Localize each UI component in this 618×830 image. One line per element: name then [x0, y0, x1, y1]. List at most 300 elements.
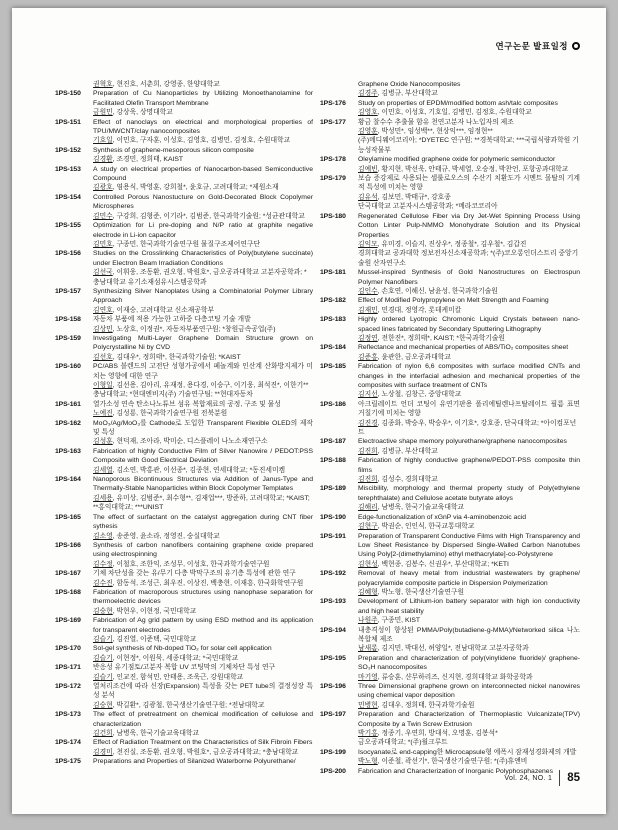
paper-entry-body [93, 447, 313, 475]
coauthors: , 박권순, 인인식, 한국교통대학교 [377, 523, 475, 531]
paper-title: Effect of nanoclays on electrical and morphological properties of TPU/MWCNT/clay nanocomposites [93, 118, 313, 136]
presenter-name: 김승현 [93, 701, 113, 709]
paper-id: 1PS-183 [320, 316, 346, 324]
paper-title: Preparations and Properties of Silanized Waterborne Polyurethane/ [93, 758, 296, 766]
coauthors: , 노상호, 이정권*, 자동차부품연구원; *창원금속공업(주) [112, 325, 276, 333]
presenter-name: 김진희 [358, 476, 378, 484]
paper-title: Fabrication of macroporous structures using nanophase separation for thermoelectric devices [93, 588, 313, 606]
paper-authors [93, 306, 313, 315]
paper-entry-body [93, 400, 313, 419]
paper-entry-body [358, 155, 580, 174]
presenter-name: 이형일 [93, 382, 113, 389]
paper-authors [358, 353, 580, 362]
paper-column-right [320, 80, 580, 776]
paper-id: 1PS-184 [320, 344, 346, 352]
paper-entry-body [358, 362, 580, 400]
paper-entry-body [93, 315, 313, 334]
presenter-name: 김경환 [93, 156, 113, 164]
coauthors: , 김선용, 김아리, 유재정, 용다경, 이승구, 이기웅, 최석진*, 이한기** [112, 382, 309, 389]
coauthors: , 박성민*, 임성백**, 현상익***, 임정현** [377, 128, 493, 136]
presenter-name: 김슬기 [93, 635, 113, 643]
paper-id: 1PS-163 [55, 447, 81, 455]
paper-authors [93, 654, 313, 663]
paper-id: 1PS-159 [55, 334, 81, 342]
paper-id: 1PS-187 [320, 438, 346, 446]
paper-authors [358, 419, 580, 438]
paper-title: Studies on the Crosslinking Characteristics of Poly(butylene succinate) under Electron Beam Irradiation Conditions [93, 250, 313, 267]
paper-id: 1PS-197 [320, 711, 346, 719]
paper-entry-body [358, 654, 580, 682]
coauthors: , 함동석, 조성근, 최우진, 이상진, 백충현, 이재흥, 한국화학연구원 [112, 579, 304, 587]
paper-title: Reflectance and mechanical properties of ABS/TiO₂ composites sheet [358, 344, 569, 352]
paper-title: Removal of heavy metal from industrial wastewaters by graphene/ polyacrylamide composite particle in Dispersion Polymerization [358, 570, 580, 587]
coauthors: , 김진열, 이준택, 국민대학교 [112, 635, 197, 643]
presenter-name: 김유석 [358, 193, 378, 201]
paper-entry [55, 738, 313, 757]
paper-entry-body [93, 249, 313, 287]
coauthors: , 구강희, 김형준, 이기라*, 김범준, 한국과학기술원; *성균관대학교 [112, 212, 305, 220]
presenter-name: 남새롬 [358, 645, 378, 653]
presenter-name: 김세용 [93, 494, 113, 502]
paper-entry-body [93, 475, 313, 513]
coauthors: , 손호연, 이해신, 남윤성, 한국과학기술원 [377, 287, 498, 295]
paper-entry-body [358, 682, 580, 710]
paper-entry-body [358, 80, 580, 99]
paper-title: Isocyanate로 end-capping한 Microcapsule형 에폭시 잠재성경화제의 개발 [358, 748, 577, 756]
coauthors: , 김대우, 정희태, 한국과학기술원 [377, 701, 475, 709]
paper-authors [358, 757, 580, 766]
presenter-name: 김현성 [358, 560, 378, 568]
paper-title: Fabrication of Ag grid pattern by using ESD method and its application for transparent electrodes [93, 617, 313, 634]
coauthors: , 이현정*, 이원묵, 세종대학교; *국민대학교 [112, 654, 239, 662]
coauthors: , 이재승, 고려대학교 신소재공학부 [112, 306, 215, 314]
coauthors: , 김병규, 부산대학교 [377, 90, 438, 98]
paper-id: 1PS-190 [320, 513, 346, 521]
paper-title: Development of Lithium-ion battery separator with high ion conductivity and high heat stability [358, 598, 580, 615]
paper-title: 자동차 부품에 적용 가능한 고하중 다층코팅 기술 개발 [93, 316, 251, 324]
paper-affiliation: 경희대학교 공과대학 정보전자신소재공학과; *(주)코오롱인더스트리 중앙기술원 산자연구소 [358, 250, 579, 267]
paper-entry [55, 193, 313, 221]
paper-entry-body [93, 541, 313, 569]
coauthors: , 김종화, 박승우, 박승우*, 이기호*, 강호종, 단국대학교; *아이컴포넌트 [358, 419, 577, 437]
coauthors: , 정종기, 우연희, 방대석, 오명훈, 김봉석* [377, 730, 498, 738]
paper-title: MoO₃/Ag/MoO₃를 Cathode로 도입한 Transparent Flexible OLED의 제작 및 특성 [93, 419, 313, 437]
paper-entry [320, 437, 580, 456]
presenter-name: 김수정 [93, 560, 113, 568]
paper-entry-body [358, 484, 580, 512]
paper-title: The effect of surfactant on the catalyst aggregation during CNT fiber sythesis [93, 513, 313, 531]
paper-entry-body [93, 287, 313, 315]
paper-id: 1PS-181 [320, 269, 346, 277]
presenter-name: 김성훈 [93, 438, 113, 446]
coauthors: , 박길환*, 김광철, 한국생산기술연구원; *전남대학교 [112, 701, 265, 709]
paper-entry-body [358, 296, 580, 315]
paper-entry [55, 221, 313, 249]
paper-id: 1PS-179 [320, 175, 346, 183]
paper-entry-body [93, 165, 313, 193]
paper-id: 1PS-174 [55, 739, 81, 747]
paper-entry [55, 541, 313, 569]
paper-entry [320, 212, 580, 268]
paper-id: 1PS-161 [55, 400, 81, 408]
paper-authors [93, 108, 313, 117]
paper-entry [320, 513, 580, 532]
coauthors: , 구종민, KIST [377, 617, 421, 625]
paper-entry-body [358, 268, 580, 296]
presenter-name: 김상민 [93, 325, 113, 333]
paper-entry [55, 334, 313, 362]
paper-authors [358, 108, 580, 117]
paper-entry [320, 400, 580, 438]
paper-entry [55, 249, 313, 287]
presenter-name: 김광호 [93, 184, 113, 192]
paper-entry-body [358, 174, 580, 212]
presenter-name: 김승현 [93, 607, 113, 615]
coauthors: , 구종민, 한국과학기술연구원 물질구조제어연구단 [112, 240, 261, 248]
paper-entry-body [358, 400, 580, 438]
paper-entry-body [93, 513, 313, 541]
paper-id: 1PS-191 [320, 532, 346, 540]
paper-entry-body [93, 738, 313, 757]
paper-id: 1PS-154 [55, 193, 81, 201]
paper-entry [55, 616, 313, 644]
paper-entry [320, 484, 580, 512]
paper-entry [55, 165, 313, 193]
coauthors: , 염용식, 박영훈, 강희철*, 윤호규, 고려대학교; *제원소재 [112, 184, 279, 192]
coauthors: , 이휘웅, 조동환, 권오형, 박원호*, 금오공과대학교 고분자공학과; *충남대학교 유기소재섬유시스템공학과 [93, 269, 307, 286]
paper-id: 1PS-192 [320, 570, 346, 578]
paper-authors [93, 381, 313, 390]
presenter-name: 김현구 [358, 523, 378, 531]
coauthors: , 민경대, 정영각, 롯데케미칼 [377, 306, 462, 314]
paper-title: Effect of Modified Polypropylene on Melt Strength and Foaming [358, 297, 549, 305]
presenter-name: 김준홍 [358, 353, 378, 361]
paper-entry-body [93, 118, 313, 146]
paper-entry-body [93, 193, 313, 221]
paper-authors [358, 588, 580, 597]
paper-entry [55, 569, 313, 588]
scanned-page [12, 8, 606, 814]
coauthors: , 김성수, 경희대학교 [377, 476, 438, 484]
paper-affiliation: (주)메디웨어코리아; *DYETEC 연구원; **경북대학교; ***국립식량과학원 기능성작물부 [358, 137, 579, 154]
presenter-name: 김해리 [358, 504, 378, 512]
paper-entry [55, 757, 313, 766]
paper-entry [320, 626, 580, 654]
paper-entry [55, 419, 313, 447]
paper-title: 보습 증강제로 사용되는 셀룰로오스의 수산기 치환도가 시멘트 몰탈의 기계적 특성에 미치는 영향 [358, 175, 580, 192]
coauthors: , 남병욱, 한국기술교육대학교 [377, 504, 465, 512]
paper-entry-body [358, 118, 580, 156]
page-footer [504, 770, 580, 786]
paper-authors [358, 287, 580, 296]
paper-entry-body [93, 757, 313, 766]
paper-id: 1PS-156 [55, 250, 81, 258]
presenter-name: 김재민 [358, 306, 378, 314]
paper-title: Fabrication of highly conductive graphene/PEDOT-PSS composite thin films [358, 457, 580, 474]
paper-entry [55, 146, 313, 165]
paper-title: Optimization for Li pre-doping and N/P ratio at graphite negative electrode in Li-ion capacitor [93, 222, 313, 239]
paper-authors [358, 644, 580, 653]
paper-title: Preparation of Cu Nanoparticles by Utilizing Monoethanolamine for Facilitated Olefin Transport Membrane [93, 90, 313, 107]
coauthors: , 조경민, 정희태, KAIST [112, 156, 184, 164]
paper-entry [55, 89, 313, 117]
page-number: 85 [567, 772, 580, 784]
presenter-name: 김정연 [358, 334, 378, 342]
paper-entry [320, 155, 580, 174]
paper-title: 기체 차단성을 갖는 유/무기 다층 박막구조의 유기층 특성에 관한 연구 [93, 570, 296, 578]
paper-authors [93, 183, 313, 192]
paper-id: 1PS-189 [320, 485, 346, 493]
paper-authors [93, 325, 313, 334]
paper-title: 열처리조건에 따라 신장(Expansion) 특성을 갖는 PET tube의 결정성장 특성 분석 [93, 683, 313, 700]
coauthors: , 김병규, 부산대학교 [377, 447, 438, 455]
paper-entry [320, 569, 580, 597]
coauthors: , 윤관한, 금오공과대학교 [377, 353, 451, 361]
coauthors: , 인교진, 함석민, 안태용, 조욱근, 강원대학교 [112, 673, 244, 681]
paper-entry-body [358, 315, 580, 343]
paper-id: 1PS-157 [55, 287, 81, 295]
paper-title: Three Dimensional graphene grown on interconnected nickel nanowires using chemical vapor deposition [358, 683, 580, 700]
paper-id: 1PS-173 [55, 711, 81, 719]
paper-entry [55, 287, 313, 315]
paper-entry-body [358, 212, 580, 268]
presenter-name: 민병현 [358, 701, 378, 709]
paper-id: 1PS-166 [55, 541, 81, 549]
paper-id: 1PS-169 [55, 617, 81, 625]
paper-authors [358, 127, 580, 136]
paper-authors [93, 748, 313, 757]
paper-authors [93, 532, 313, 541]
coauthors: , 전한진*, 정희태*, KAIST; *한국과학기술원 [377, 334, 505, 342]
paper-title: Fabrication of highly Conductive Film of Silver Nanowire / PEDOT:PSS Composite with Good Electrical Deviation [93, 447, 313, 465]
paper-title: A study on electrical properties of Nanocarbon-based Semiconductive Compound [93, 165, 313, 183]
paper-id: 1PS-170 [55, 645, 81, 653]
paper-title: Sol-gel synthesis of Nb-doped TiO₂ for solar cell application [93, 645, 272, 653]
coauthors: , 박현우, 이현정, 국민대학교 [112, 607, 197, 615]
paper-id: 1PS-186 [320, 400, 346, 408]
paper-authors [93, 155, 313, 164]
paper-authors [93, 701, 313, 710]
paper-entry [320, 315, 580, 343]
presenter-name: 김지선 [358, 391, 378, 399]
coauthors: , 유미경, 이슬지, 진상우*, 정종철*, 김우철*, 김갑진 [377, 240, 527, 248]
paper-id: 1PS-164 [55, 476, 81, 484]
coauthors: , 노상철, 김창근, 중앙대학교 [377, 391, 462, 399]
paper-entry [320, 343, 580, 362]
paper-list [55, 80, 580, 776]
coauthors: , 이준철, 곽선기*, 한국생산기술연구원; *(주)휴앤비 [377, 758, 528, 766]
paper-title: Graphene Oxide Nanocomposites [358, 81, 461, 88]
paper-authors [358, 522, 580, 531]
paper-id: 1PS-196 [320, 683, 346, 690]
presenter-name: 김익모 [358, 240, 378, 248]
paper-authors [358, 673, 580, 682]
coauthors: , 백현종, 김봉수, 신권우*, 부산대학교; *KETI [377, 560, 509, 568]
paper-authors [93, 212, 313, 221]
paper-id: 1PS-199 [320, 748, 346, 756]
presenter-name: 기호일 [93, 137, 113, 145]
paper-entry-body [93, 569, 313, 588]
coauthors: , 김지민, 박대선, 허양일*, 전남대학교 고분자공학과 [377, 645, 529, 653]
paper-title: Mussel-inspired Synthesis of Gold Nanostructures on Electrospun Polymer Nanofibers [358, 269, 580, 286]
coauthors: , 이민호, 이성호, 기호일, 김병민, 김정호, 수원대학교 [377, 109, 532, 117]
paper-title: Miscibility, morphology and thermal property study of Poly(ethylene terephthalate) and Cellulose acetate butyrate alloys [358, 485, 580, 502]
paper-entry [55, 118, 313, 146]
paper-affiliation: 충남대학교; *현대엔비지(주) 기술연구팀; **현대자동차 [93, 391, 253, 399]
presenter-name: 김혜형 [358, 588, 378, 596]
paper-entry [320, 654, 580, 682]
paper-title: Oleylamine modified graphene oxide for polymeric semiconductor [358, 156, 556, 164]
paper-id: 1PS-155 [55, 222, 81, 230]
paper-authors [358, 334, 580, 343]
presenter-name: 김선국 [93, 269, 113, 277]
paper-title: Regenerated Cellulose Fiber via Dry Jet-Wet Spinning Process Using Cotton Linter Pulp-NMMO Monohydrate Solution and Its Physical Properties [358, 212, 580, 239]
presenter-name: 김민수 [93, 212, 113, 220]
paper-id: 1PS-193 [320, 598, 346, 606]
paper-entry-body [358, 626, 580, 654]
paper-entry-body [93, 89, 313, 117]
paper-title: Electroactive shape memory polyurethane/graphene nanocomposites [358, 438, 567, 446]
paper-entry [55, 400, 313, 419]
paper-title: Synthesis of graphene-mesoporous silicon composite [93, 146, 254, 154]
presenter-name: 노예진 [93, 410, 113, 418]
ring-icon [572, 42, 580, 50]
presenter-name: 김세열 [93, 466, 113, 474]
presenter-name: 김경주 [358, 90, 378, 98]
paper-title: Highly ordered Lyotropic Chromonic Liquid Crystals between nano-spaced lines fabricated by Secondary Sputtering Lithography [358, 316, 580, 333]
paper-title: Edge-functionalization of xGnP via 4-aminobenzoic acid [358, 513, 527, 521]
paper-authors [358, 729, 580, 738]
page-header [495, 40, 580, 52]
coauthors: , 박노형, 한국생산기술연구원 [377, 588, 465, 596]
paper-entry [320, 710, 580, 748]
paper-entry-body [358, 513, 580, 532]
presenter-name: 김진희 [358, 447, 378, 455]
paper-title: Study on properties of EPDM/modified bottom ash/talc composites [358, 99, 558, 107]
paper-entry [55, 513, 313, 541]
paper-authors [93, 560, 313, 569]
presenter-name: 김예빈 [358, 165, 378, 173]
paper-id: 1PS-176 [320, 99, 346, 107]
coauthors: , 김보민, 박태규*, 강호종 [377, 193, 451, 201]
paper-entry-body [93, 80, 313, 89]
paper-title: Preparation and Characterization of Thermoplastic Vulcanizate(TPV) Composite by a Twin Screw Extrusion [358, 711, 580, 728]
presenter-name: 김수진 [93, 579, 113, 587]
paper-id: 1PS-178 [320, 156, 346, 164]
paper-entry [55, 315, 313, 334]
paper-title: Preparation of Transparent Conductive Films with High Transparency and Low Sheet Resistance by Dispersed Single-Walled Carbon Nanotubes Using Poly[2-(dimethylamino) ethyl methacrylate]-co-Polystyrene [358, 532, 580, 559]
coauthors: , 김대우*, 정희태*, 한국과학기술원; *KAIST [112, 353, 241, 361]
coauthors: , 강상욱, 상명대학교 [112, 109, 173, 117]
paper-authors [93, 437, 313, 446]
paper-entry [55, 644, 313, 663]
paper-id: 1PS-180 [320, 212, 346, 220]
paper-entry [55, 588, 313, 616]
paper-entry [55, 475, 313, 513]
paper-entry-body [93, 221, 313, 249]
paper-authors [358, 240, 580, 249]
paper-title: 아크릴레이트 언더 코팅이 유연기판용 폴리에틸렌나프탈레이트 필름 표면 거칠기에 미치는 영향 [358, 400, 580, 418]
paper-entry-body [93, 682, 313, 710]
paper-affiliation: 단국대학교 고분자시스템공학과; *메라코코리아 [358, 203, 498, 211]
presenter-name: 김인수 [358, 287, 378, 295]
paper-authors [93, 494, 313, 513]
paper-title: Effect of Radiation Treatment on the Characteristics of Silk Fibroin Fibers [93, 739, 313, 747]
paper-title: The effect of pretreatment on chemical modification of cellulose and characterization [93, 711, 313, 728]
paper-id: 1PS-158 [55, 316, 81, 324]
presenter-name: 김경미 [93, 748, 113, 756]
paper-authors [93, 635, 313, 644]
paper-entry-body [358, 437, 580, 456]
paper-id: 1PS-200 [320, 767, 346, 775]
paper-entry [320, 296, 580, 315]
paper-authors [358, 475, 580, 484]
paper-title: 내충격성이 향상된 PMMA/Poly(butadiene-g-MMA)/Networked silica 나노복합체 제조 [358, 626, 580, 643]
paper-title: Nanoporous Bicontinuous Structures via Addition of Janus-Type and Thermally-Stable Nanoparticles within Block Copolymer Templates [93, 476, 313, 493]
presenter-name: 금원민 [93, 109, 113, 117]
paper-id: 1PS-160 [55, 363, 81, 371]
coauthors: , 남병욱, 한국기술교육대학교 [112, 730, 200, 738]
paper-id: 1PS-177 [320, 118, 346, 126]
presenter-name: 김슬기 [93, 673, 113, 681]
paper-entry [320, 748, 580, 767]
presenter-name: 김영훈 [358, 128, 378, 136]
presenter-name: 김진경 [358, 419, 378, 427]
paper-entry-body [93, 663, 313, 682]
paper-title: Investigating Multi-Layer Graphene Domain Structure grown on Polycrystalline Ni by CVD [93, 334, 313, 352]
presenter-name: 권혁호 [93, 81, 113, 88]
paper-authors [93, 729, 313, 738]
paper-title: Fabrication and Characterization of Inorganic Polyphosphazenes [358, 767, 553, 775]
paper-id: 1PS-195 [320, 654, 346, 662]
presenter-name: 김선호 [93, 353, 113, 361]
presenter-name: 김건희 [93, 730, 113, 738]
paper-id: 1PS-172 [55, 683, 81, 690]
paper-entry [320, 532, 580, 570]
paper-entry [55, 663, 313, 682]
paper-authors [93, 409, 313, 418]
paper-title: Synthesis of carbon nanofibers containing graphene oxide prepared using electrospinning [93, 541, 313, 559]
paper-authors [358, 193, 580, 202]
presenter-name: 나원주 [358, 617, 378, 625]
paper-authors [93, 136, 313, 145]
presenter-name: 박노형 [358, 758, 378, 766]
paper-id: 1PS-167 [55, 570, 81, 578]
paper-authors [93, 607, 313, 616]
paper-title: 황금 찰수수 추출물 함유 천연고분자 나노입자의 제조 [358, 118, 514, 126]
paper-id: 1PS-188 [320, 457, 346, 465]
paper-column-left [55, 80, 313, 776]
paper-id: 1PS-194 [320, 626, 346, 634]
paper-entry-body [93, 362, 313, 400]
coauthors: , 유미상, 김범준*, 최수형**, 김재업***, 방준하, 고려대학교; *KAIST; **홍익대학교; ***UNIST [93, 494, 310, 512]
coauthors: , 김성룡, 한국과학기술연구원 전북분원 [112, 410, 228, 418]
paper-entry [320, 99, 580, 118]
paper-authors [93, 353, 313, 362]
paper-title: 열가소성 연속 탄소나노튜브 섬유 복합재료의 공정, 구조 및 물성 [93, 400, 281, 408]
paper-authors [358, 560, 580, 569]
paper-id: 1PS-165 [55, 513, 81, 521]
presenter-name: 김민호 [93, 240, 113, 248]
paper-title: Preparation and characterization of poly(vinylidene fluoride)/ graphene-SO₃H nanocomposites [358, 654, 580, 672]
paper-authors [358, 701, 580, 710]
paper-entry [320, 597, 580, 625]
paper-entry-body [93, 616, 313, 644]
paper-entry [320, 80, 580, 99]
coauthors: , 천진실, 조동환, 권오형, 박원호*, 금오공과대학교; *충남대학교 [112, 748, 299, 756]
paper-entry [320, 174, 580, 212]
presenter-name: 김영호 [358, 109, 378, 117]
